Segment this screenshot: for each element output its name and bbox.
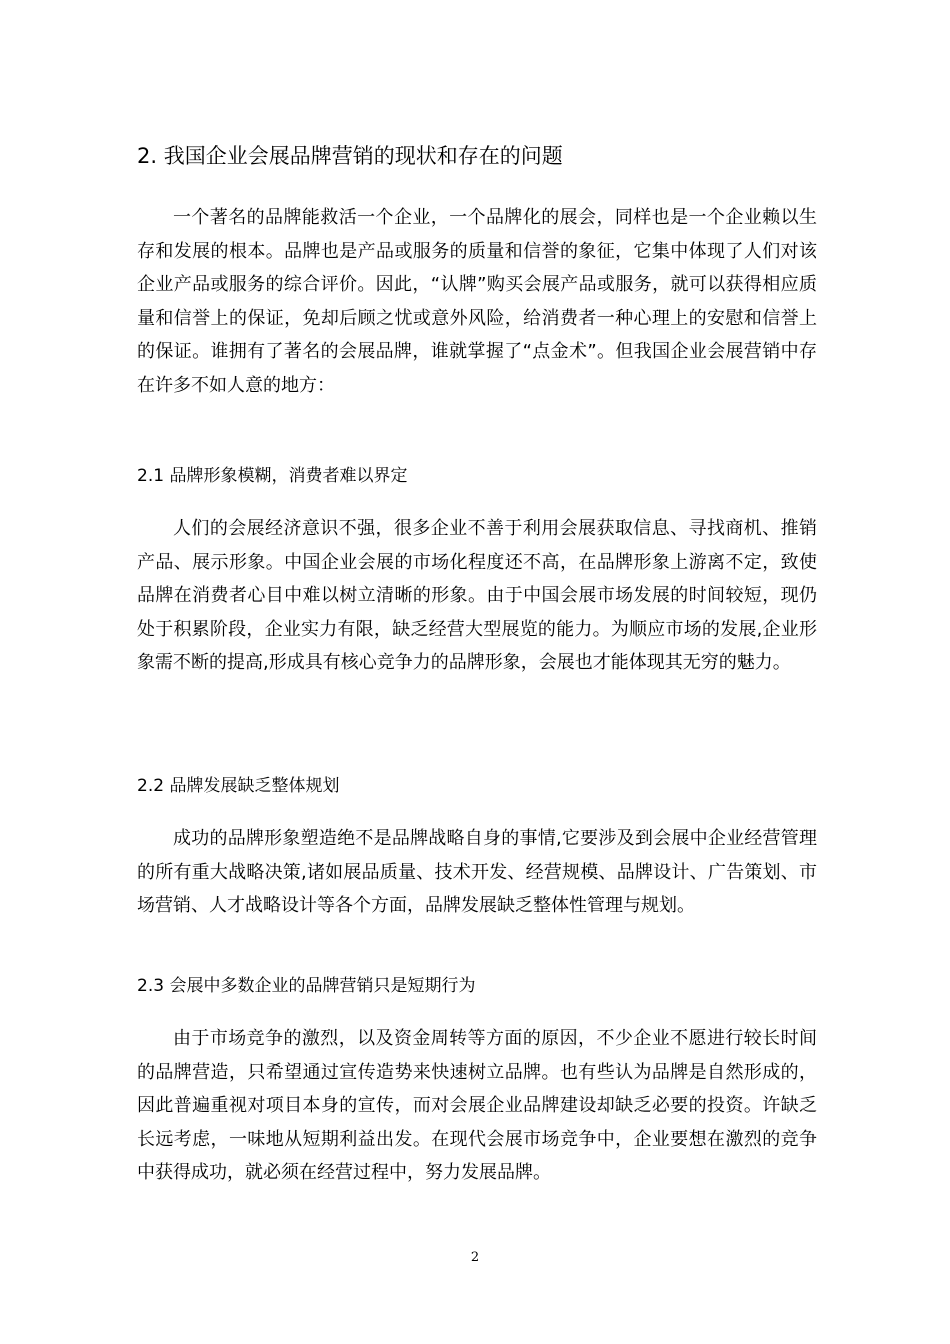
subsection-title-2-1: 2.1 品牌形象模糊，消费者难以界定 [137, 466, 408, 486]
subsection-paragraph-2-3: 由于市场竞争的激烈，以及资金周转等方面的原因，不少企业不愿进行较长时间的品牌营造，只希望通过宣传造势来快速树立品牌。也有些认为品牌是自然形成的，因此普遍重视对项目本身的宣传，而对会展企业品牌建设却缺乏必要的投资。许缺乏长远考虑，一味地从短期利益出发。在现代会展市场竞争中，企业要想在激烈的竞争中获得成功，就必须在经营过程中，努力发展品牌。 [137, 1028, 817, 1184]
section-title: 2. 我国企业会展品牌营销的现状和存在的问题 [137, 144, 563, 168]
subsection-paragraph-2-2: 成功的品牌形象塑造绝不是品牌战略自身的事情,它要涉及到会展中企业经营管理的所有重大战略决策,诸如展品质量、技术开发、经营规模、品牌设计、广告策划、市场营销、人才战略设计等各个方面，品牌发展缺乏整体性管理与规划。 [137, 828, 817, 917]
subsection-title-2-3: 2.3 会展中多数企业的品牌营销只是短期行为 [137, 976, 476, 996]
page-number: 2 [470, 1250, 480, 1265]
intro-paragraph: 一个著名的品牌能救活一个企业，一个品牌化的展会，同样也是一个企业赖以生存和发展的根本。品牌也是产品或服务的质量和信誉的象征，它集中体现了人们对该企业产品或服务的综合评价。因此，“认牌”购买会展产品或服务，就可以获得相应质量和信誉上的保证，免却后顾之忧或意外风险，给消费者一种心理上的安慰和信誉上的保证。谁拥有了著名的会展品牌，谁就掌握了“点金术”。但我国企业会展营销中存在许多不如人意的地方： [137, 207, 817, 396]
subsection-paragraph-2-1: 人们的会展经济意识不强，很多企业不善于利用会展获取信息、寻找商机、推销产品、展示形象。中国企业会展的市场化程度还不高，在品牌形象上游离不定，致使品牌在消费者心目中难以树立清晰的形象。由于中国会展市场发展的时间较短，现仍处于积累阶段，企业实力有限，缺乏经营大型展览的能力。为顺应市场的发展,企业形象需不断的提高,形成具有核心竞争力的品牌形象，会展也才能体现其无穷的魅力。 [137, 518, 817, 674]
subsection-title-2-2: 2.2 品牌发展缺乏整体规划 [137, 776, 340, 796]
